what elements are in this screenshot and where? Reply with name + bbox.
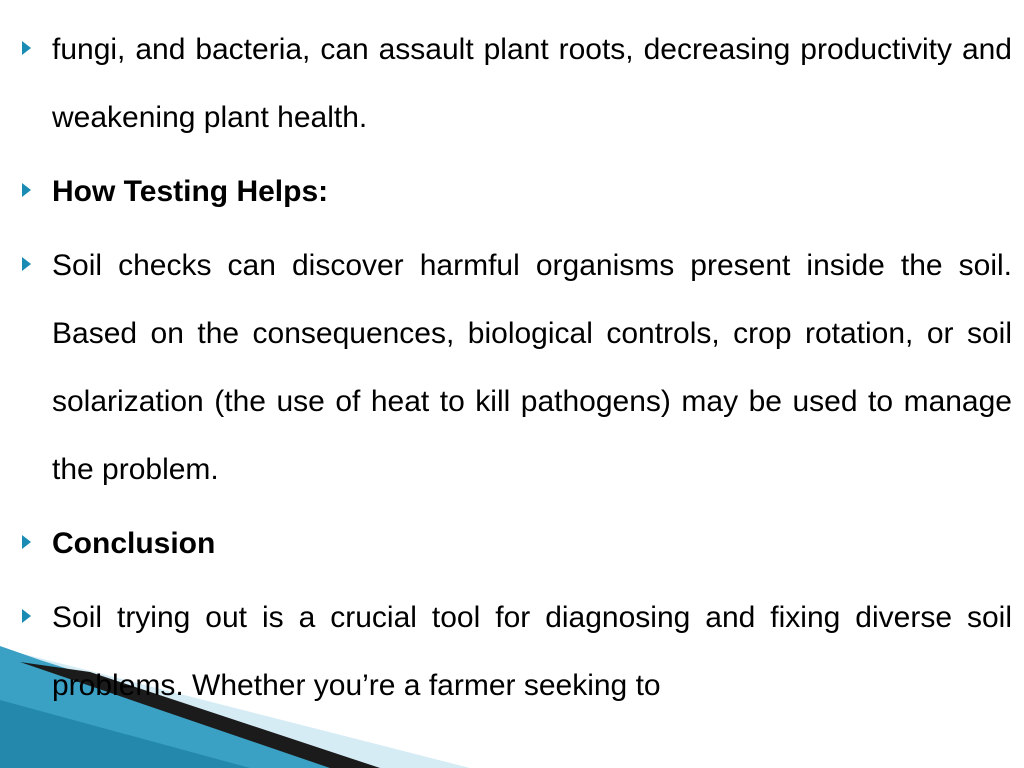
- slide-content: [0, 16, 1024, 726]
- bullet-arrow-icon: [22, 41, 31, 55]
- bullet-heading: [52, 510, 1012, 578]
- bullet-text: Soil trying out is a crucial tool for diagnosing and fixing diverse soil problems. Whether you’re a farmer seeking to: [52, 601, 1012, 702]
- bullet-text: Conclusion: [52, 527, 216, 560]
- bullet-item: [52, 584, 1012, 720]
- bullet-arrow-icon: [22, 535, 31, 549]
- bullet-heading: [52, 158, 1012, 226]
- bullet-item: [52, 16, 1012, 152]
- bullet-text: fungi, and bacteria, can assault plant roots, decreasing productivity and weakening plant health.: [52, 33, 1012, 134]
- bullet-arrow-icon: [22, 183, 31, 197]
- bullet-arrow-icon: [22, 609, 31, 623]
- bullet-item: [52, 232, 1012, 504]
- bullet-text: How Testing Helps:: [52, 175, 329, 208]
- bullet-text: Soil checks can discover harmful organisms present inside the soil. Based on the consequences, biological controls, crop rotation, or soil solarization (the use of heat to kill pathogens) may be used to manage the problem.: [52, 249, 1012, 486]
- bullet-arrow-icon: [22, 257, 31, 271]
